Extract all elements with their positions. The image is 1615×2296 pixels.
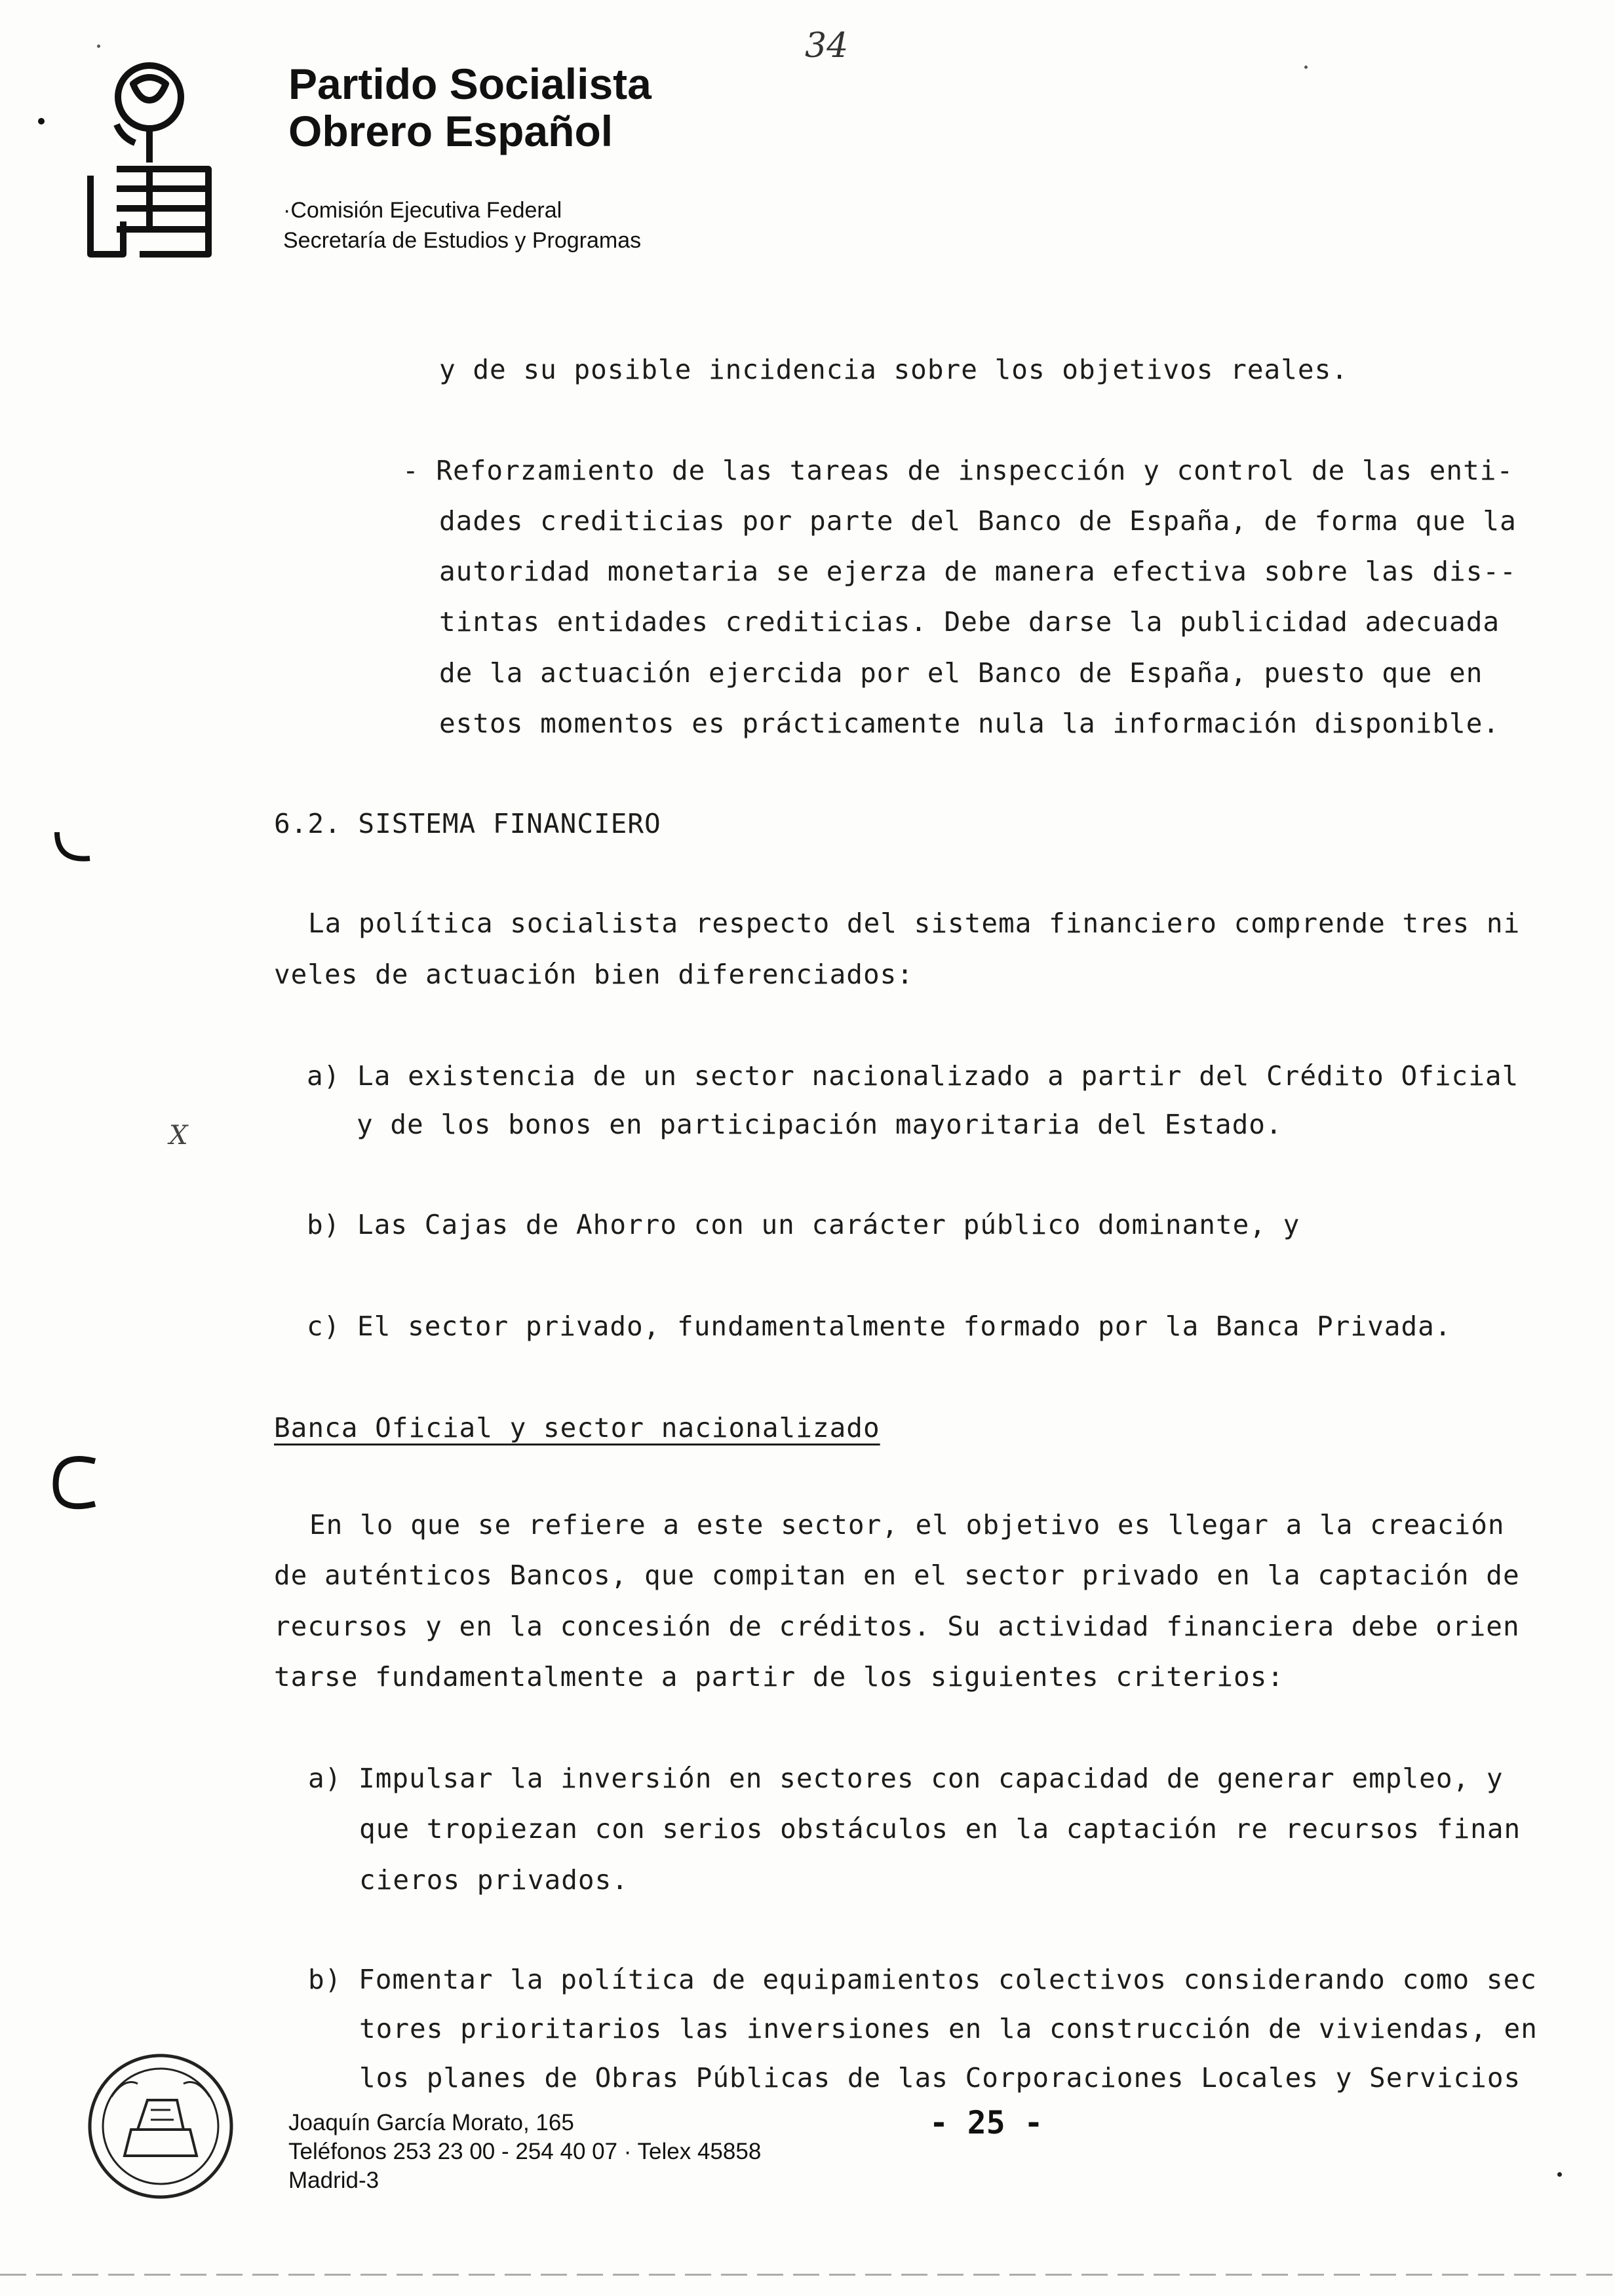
level-a-line: a) La existencia de un sector nacionalizado a partir del Crédito Oficial <box>307 1060 1519 1092</box>
sector-line: En lo que se refiere a este sector, el objetivo es llegar a la creación <box>309 1509 1505 1540</box>
secretariat-line: Secretaría de Estudios y Programas <box>283 228 642 253</box>
footer-city: Madrid-3 <box>288 2168 379 2193</box>
policy-line: veles de actuación bien diferenciados: <box>274 959 914 990</box>
handwritten-number: 34 <box>805 26 849 66</box>
sector-line: de auténticos Bancos, que compitan en el sector privado en la captación de <box>274 1559 1520 1591</box>
scan-speck <box>1557 2172 1562 2177</box>
criterion-b-line: b) Fomentar la política de equipamientos colectivos considerando como sec <box>308 1964 1537 1995</box>
intro-line: y de su posible incidencia sobre los objetivos reales. <box>439 354 1348 385</box>
scan-edge-line <box>0 2274 1615 2276</box>
punch-hole-mark <box>46 1448 105 1514</box>
criterion-a-line: que tropiezan con serios obstáculos en la captación re recursos finan <box>359 1813 1521 1845</box>
bullet-line: tintas entidades crediticias. Debe darse la publicidad adecuada <box>439 606 1500 638</box>
level-b-line: b) Las Cajas de Ahorro con un carácter público dominante, y <box>307 1209 1300 1240</box>
sector-line: recursos y en la concesión de créditos. Su actividad financiera debe orien <box>274 1611 1520 1642</box>
bullet-line: estos momentos es prácticamente nula la información disponible. <box>439 708 1500 739</box>
criterion-b-line: los planes de Obras Públicas de las Corporaciones Locales y Servicios <box>359 2062 1521 2094</box>
footer-address: Joaquín García Morato, 165 <box>288 2110 574 2135</box>
bullet-line: - Reforzamiento de las tareas de inspección y control de las enti- <box>402 455 1514 486</box>
bullet-line: autoridad monetaria se ejerza de manera efectiva sobre las dis-- <box>439 556 1517 587</box>
level-a-line: y de los bonos en participación mayoritaria del Estado. <box>357 1109 1283 1140</box>
bullet-line: de la actuación ejercida por el Banco de España, puesto que en <box>439 657 1483 689</box>
criterion-b-line: tores prioritarios las inversiones en la construcción de viviendas, en <box>359 2013 1538 2044</box>
archive-seal-icon <box>85 2051 236 2202</box>
section-heading: 6.2. SISTEMA FINANCIERO <box>274 808 661 839</box>
sector-line: tarse fundamentalmente a partir de los siguientes criterios: <box>274 1661 1285 1693</box>
level-c-line: c) El sector privado, fundamentalmente formado por la Banca Privada. <box>307 1311 1452 1342</box>
scan-speck <box>97 45 100 48</box>
commission-line: ·Comisión Ejecutiva Federal <box>283 198 562 223</box>
margin-x-mark: X <box>169 1120 188 1151</box>
page-number: - 25 - <box>929 2105 1043 2141</box>
policy-line: La política socialista respecto del sistema financiero comprende tres ni <box>308 908 1521 939</box>
punch-hole-mark <box>47 826 100 878</box>
subheading-banca-oficial: Banca Oficial y sector nacionalizado <box>274 1412 880 1444</box>
scan-speck <box>1304 66 1308 69</box>
footer-phones: Teléfonos 253 23 00 - 254 40 07 · Telex 45858 <box>288 2139 762 2164</box>
footer-address-block <box>288 2109 761 2195</box>
letterhead-subtitle <box>283 195 641 256</box>
criterion-a-line: a) Impulsar la inversión en sectores con capacidad de generar empleo, y <box>308 1763 1504 1794</box>
party-name <box>288 60 652 155</box>
scan-speck <box>38 118 45 124</box>
bullet-line: dades crediticias por parte del Banco de España, de forma que la <box>439 505 1517 537</box>
party-name-line2: Obrero Español <box>288 107 613 155</box>
psoe-fist-rose-icon <box>77 58 222 258</box>
criterion-a-line: cieros privados. <box>359 1864 629 1896</box>
party-name-line1: Partido Socialista <box>288 60 652 108</box>
